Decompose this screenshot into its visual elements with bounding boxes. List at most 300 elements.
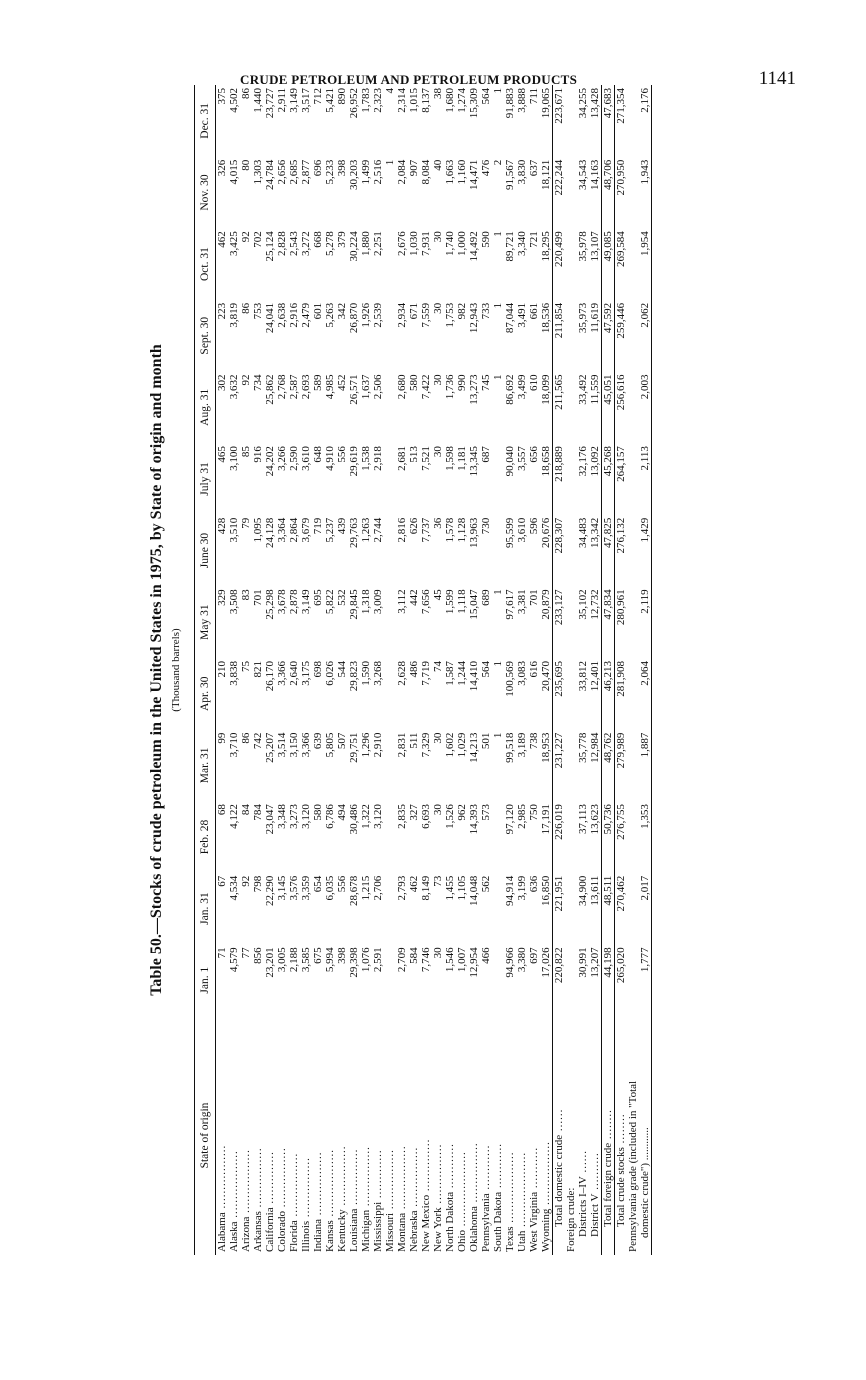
table-cell: 85 (240, 446, 252, 458)
table-cell: 3,838 (228, 660, 240, 686)
row-label: Colorado ................ (276, 1147, 288, 1252)
table-cell: 7,329 (420, 732, 432, 758)
table-row (300, 85, 312, 1255)
table-cell: 30 (432, 374, 444, 386)
table-cell: 46,213 (602, 658, 615, 730)
table-cell: 439 (336, 517, 348, 535)
table-cell: 34,255 (577, 88, 589, 119)
table-cell: 2,877 (300, 159, 312, 185)
table-cell: 507 (336, 732, 348, 750)
table-cell (384, 873, 396, 945)
table-cell: 556 (336, 875, 348, 893)
table-cell: 7,422 (420, 374, 432, 400)
table-cell: 4,015 (228, 159, 240, 185)
table-row (264, 85, 276, 1255)
table-cell: 86 (240, 88, 252, 99)
table-cell: 256,616 (615, 372, 628, 444)
table-cell: 3,491 (516, 302, 528, 328)
table-cell: 2,916 (288, 302, 300, 328)
table-cell: 13,611 (589, 875, 601, 906)
table-cell: 1,740 (444, 231, 456, 257)
table-cell: 2,539 (372, 302, 384, 328)
table-cell: 3,348 (276, 804, 288, 829)
foreign-header-row (565, 85, 577, 1255)
table-cell: 626 (408, 517, 420, 535)
table-cell: 5,263 (324, 302, 336, 328)
table-cell: 1,526 (444, 804, 456, 829)
table-cell (384, 586, 396, 658)
table-cell: 30,486 (348, 804, 360, 835)
table-cell: 7,931 (420, 231, 432, 257)
table-cell: 7,746 (420, 947, 432, 973)
table-cell: 1,160 (456, 159, 468, 185)
table-cell: 1,181 (456, 446, 468, 471)
table-cell: 2,176 (627, 85, 652, 157)
table-cell: 4 (384, 88, 396, 94)
table-row (228, 85, 240, 1255)
table-cell (384, 730, 396, 802)
column-header-month: Aug. 31 (195, 372, 216, 444)
table-cell: 1,029 (456, 732, 468, 758)
row-label: Montana ................. (396, 1145, 408, 1252)
table-cell: 562 (480, 875, 492, 893)
table-cell: 2,828 (276, 231, 288, 257)
table-cell: 265,020 (615, 944, 628, 1016)
table-cell: 12,943 (468, 302, 480, 334)
table-cell: 223,671 (553, 85, 566, 157)
table-row (216, 85, 229, 1255)
table-cell: 92 (240, 374, 252, 386)
table-cell: 13,092 (589, 446, 601, 477)
table-cell: 656 (528, 446, 540, 463)
table-cell: 661 (528, 302, 540, 320)
table-cell: 24,202 (264, 446, 276, 477)
row-label: Pennsylvania grade (included in "Total domestic crude") ............ (627, 1016, 652, 1255)
table-cell (492, 944, 504, 1016)
table-cell: 342 (336, 302, 348, 320)
total-crude-row (615, 85, 628, 1255)
table-cell: 1,753 (444, 302, 456, 328)
table-cell: 982 (456, 302, 468, 320)
table-cell: 3,710 (228, 732, 240, 758)
table-row (540, 85, 553, 1255)
table-cell: 1 (492, 374, 504, 381)
table-cell: 259,446 (615, 300, 628, 372)
table-cell: 231,227 (553, 730, 566, 802)
column-header-month: May 31 (195, 586, 216, 658)
running-head: CRUDE PETROLEUM AND PETROLEUM PRODUCTS (240, 72, 578, 87)
table-cell: 2,685 (288, 159, 300, 185)
table-cell: 675 (312, 947, 324, 964)
table-cell: 3,272 (300, 231, 312, 257)
table-row (408, 85, 420, 1255)
row-label: Pennsylvania ............ (480, 1144, 492, 1252)
table-cell: 26,170 (264, 660, 276, 692)
table-cell: 596 (528, 517, 540, 535)
table-cell: 2,709 (396, 947, 408, 973)
table-cell: 1,095 (252, 517, 264, 543)
row-label: Districts I–IV ...... (577, 1149, 589, 1237)
table-cell: 89,721 (504, 231, 516, 262)
table-cell: 442 (408, 589, 420, 606)
table-cell: 47,825 (602, 515, 615, 587)
table-cell: 654 (312, 875, 324, 893)
table-cell: 2,918 (372, 446, 384, 471)
row-label: South Dakota ............ (492, 1143, 504, 1252)
row-label: Alaska .................. (228, 1150, 240, 1252)
row-label: New Mexico .............. (420, 1138, 432, 1252)
table-cell: 1,637 (360, 374, 372, 400)
table-cell: 92 (240, 875, 252, 887)
table-cell: 738 (528, 732, 540, 750)
column-header-month: Oct. 31 (195, 228, 216, 300)
row-label: District V .......... (589, 1152, 601, 1237)
table-row (324, 85, 336, 1255)
table-cell: 30 (432, 231, 444, 243)
table-cell: 2,744 (372, 517, 384, 543)
table-cell: 1 (492, 231, 504, 237)
table-cell: 2,062 (627, 300, 652, 372)
table-cell: 494 (336, 804, 348, 821)
table-cell: 45,268 (602, 443, 615, 515)
table-cell (492, 873, 504, 945)
table-cell: 222,244 (553, 157, 566, 229)
table-row (360, 85, 372, 1255)
table-cell: 1,783 (360, 88, 372, 113)
table-cell: 2,816 (396, 517, 408, 543)
table-cell: 2,793 (396, 875, 408, 901)
table-cell: 668 (312, 231, 324, 248)
row-label: Oklahoma ................ (468, 1142, 480, 1252)
table-subtitle: (Thousand barrels) (170, 628, 182, 712)
table-cell: 23,201 (264, 947, 276, 978)
table-cell: 1,880 (360, 231, 372, 257)
table-cell: 3,514 (276, 732, 288, 758)
table-cell: 2,479 (300, 302, 312, 328)
table-cell: 18,295 (540, 231, 552, 262)
table-cell: 590 (480, 231, 492, 248)
table-cell: 29,823 (348, 660, 360, 692)
table-cell: 221,951 (553, 873, 566, 945)
table-cell: 3,679 (300, 517, 312, 543)
table-cell: 23,727 (264, 88, 276, 119)
table-cell: 648 (312, 446, 324, 463)
table-cell (384, 944, 396, 1016)
table-cell (384, 300, 396, 372)
table-cell: 639 (312, 732, 324, 750)
table-cell: 398 (336, 947, 348, 964)
table-cell: 580 (408, 374, 420, 392)
table-cell: 92 (240, 231, 252, 243)
table-cell: 20,676 (540, 517, 552, 548)
table-cell: 13,207 (589, 947, 601, 978)
table-cell: 962 (456, 804, 468, 821)
table-cell: 8,084 (420, 159, 432, 185)
table-cell: 701 (252, 589, 264, 606)
table-cell: 12,401 (589, 660, 601, 692)
table-cell: 276,755 (615, 801, 628, 873)
table-cell: 29,398 (348, 947, 360, 978)
table-cell: 44,198 (602, 944, 615, 1016)
table-cell: 95,599 (504, 517, 516, 548)
table-cell: 48,511 (602, 873, 615, 945)
table-cell: 462 (216, 231, 228, 248)
table-cell: 5,822 (324, 589, 336, 615)
table-row (276, 85, 288, 1255)
table-title: Table 50.—Stocks of crude petroleum in the United States in 1975, by State of origin and month (148, 344, 165, 996)
column-header-month: Jan. 1 (195, 944, 216, 1016)
table-cell: 14,492 (468, 231, 480, 262)
table-cell: 1,440 (252, 88, 264, 113)
table-cell: 3,268 (372, 660, 384, 686)
table-cell: 28,678 (348, 875, 360, 907)
table-cell: 1,538 (360, 446, 372, 471)
table-row (528, 85, 540, 1255)
row-label: Kentucky ................ (336, 1145, 348, 1252)
table-cell: 428 (216, 517, 228, 535)
column-header-month: Sept. 30 (195, 300, 216, 372)
table-cell (384, 443, 396, 515)
table-cell: 465 (216, 446, 228, 463)
table-row (468, 85, 480, 1255)
table-cell: 80 (240, 159, 252, 171)
table-cell: 6,693 (420, 804, 432, 829)
table-cell: 580 (312, 804, 324, 821)
table-cell: 30 (432, 804, 444, 816)
table-cell: 3,557 (516, 446, 528, 471)
table-cell: 18,121 (540, 159, 552, 190)
table-cell: 2,835 (396, 804, 408, 829)
table-cell: 2,985 (516, 804, 528, 829)
table-cell: 5,237 (324, 517, 336, 543)
table-cell: 327 (408, 804, 420, 821)
table-cell: 564 (480, 88, 492, 105)
table-cell: 753 (252, 302, 264, 320)
table-cell: 5,421 (324, 88, 336, 113)
table-cell: 697 (528, 947, 540, 964)
table-cell: 712 (312, 88, 324, 105)
table-row (312, 85, 324, 1255)
table-cell: 94,966 (504, 947, 516, 978)
table-cell: 77 (240, 947, 252, 959)
table-cell: 2,768 (276, 374, 288, 400)
table-cell: 270,462 (615, 873, 628, 945)
table-cell: 30 (432, 446, 444, 458)
table-cell: 47,834 (602, 586, 615, 658)
row-label: Total crude stocks ........ (615, 1016, 628, 1255)
table-cell: 730 (480, 517, 492, 535)
table-cell: 2,911 (276, 88, 288, 113)
table-cell: 1,455 (444, 875, 456, 901)
table-cell: 25,298 (264, 589, 276, 620)
row-label: Utah .................... (516, 1151, 528, 1252)
table-cell (492, 515, 504, 587)
table-cell: 75 (240, 660, 252, 672)
table-cell: 26,952 (348, 88, 360, 119)
table-cell: 3,112 (396, 589, 408, 614)
table-row (492, 85, 504, 1255)
table-cell: 698 (312, 660, 324, 678)
table-row (288, 85, 300, 1255)
table-cell: 233,127 (553, 586, 566, 658)
table-row (480, 85, 492, 1255)
table-cell: 1,926 (360, 302, 372, 328)
table-cell: 12,732 (589, 589, 601, 620)
table-cell: 35,978 (577, 231, 589, 262)
table-cell: 36 (432, 517, 444, 529)
table-cell: 97,617 (504, 589, 516, 620)
table-cell: 326 (216, 159, 228, 177)
table-cell: 24,784 (264, 159, 276, 190)
table-row (444, 85, 456, 1255)
row-label: North Dakota ............ (444, 1143, 456, 1252)
table-cell: 37,113 (577, 804, 589, 835)
table-cell: 2,323 (372, 88, 384, 113)
table-cell: 1,318 (360, 589, 372, 615)
table-cell: 67 (216, 875, 228, 887)
table-cell: 3,508 (228, 589, 240, 615)
table-cell: 25,862 (264, 374, 276, 405)
table-cell: 100,569 (504, 660, 516, 697)
table-cell: 3,830 (516, 159, 528, 185)
table-cell: 3,819 (228, 302, 240, 328)
table-cell: 3,610 (516, 517, 528, 543)
row-label: Indiana ................. (312, 1151, 324, 1252)
table-cell: 18,658 (540, 446, 552, 477)
table-cell: 3,576 (288, 875, 300, 901)
table-cell: 18,953 (540, 732, 552, 763)
row-label: Arizona ................. (240, 1149, 252, 1252)
table-cell: 281,908 (615, 658, 628, 730)
row-label: Michigan ................ (360, 1146, 372, 1252)
table-cell: 47,683 (602, 85, 615, 157)
table-cell: 35,778 (577, 732, 589, 763)
table-cell: 24,128 (264, 517, 276, 548)
table-cell: 556 (336, 446, 348, 463)
row-label: Kansas .................. (324, 1148, 336, 1252)
table-row (420, 85, 432, 1255)
row-label: California .............. (264, 1151, 276, 1252)
table-cell: 2,681 (396, 446, 408, 471)
table-cell (492, 443, 504, 515)
table-cell: 211,854 (553, 300, 566, 372)
table-cell: 4,122 (228, 804, 240, 829)
table-cell (384, 801, 396, 873)
table-cell: 11,619 (589, 302, 601, 333)
table-cell: 3,340 (516, 231, 528, 257)
table-cell: 7,719 (420, 660, 432, 686)
rotated-table-block (148, 85, 748, 1255)
table-cell: 1 (492, 302, 504, 309)
table-cell: 3,189 (516, 732, 528, 758)
table-cell: 3,510 (228, 517, 240, 543)
row-label: Ohio .................... (456, 1151, 468, 1252)
table-cell: 7,521 (420, 446, 432, 471)
table-cell: 8,149 (420, 875, 432, 901)
table-cell: 2,676 (396, 231, 408, 257)
table-row (252, 85, 264, 1255)
table-cell: 29,845 (348, 589, 360, 620)
table-cell: 3,120 (300, 804, 312, 829)
table-cell: 379 (336, 231, 348, 248)
column-header-month: Nov. 30 (195, 157, 216, 229)
pennsylvania-grade-row (627, 85, 652, 1255)
table-cell: 18,099 (540, 374, 552, 405)
table-cell: 2,251 (372, 231, 384, 257)
table-cell: 589 (312, 374, 324, 392)
table-cell: 2,017 (627, 873, 652, 945)
table-cell: 11,559 (589, 374, 601, 405)
table-cell: 3,632 (228, 374, 240, 400)
table-cell: 1,244 (456, 660, 468, 686)
table-cell: 74 (432, 660, 444, 672)
table-cell: 17,026 (540, 947, 552, 978)
row-label: Mississippi ............. (372, 1149, 384, 1252)
table-cell: 34,543 (577, 159, 589, 190)
table-cell: 584 (408, 947, 420, 964)
table-cell: 511 (408, 732, 420, 749)
table-cell: 375 (216, 88, 228, 105)
table-cell: 2,706 (372, 875, 384, 901)
row-label: West Virginia ........... (528, 1146, 540, 1252)
row-label: Illinois ................ (300, 1157, 312, 1252)
table-cell: 45,051 (602, 372, 615, 444)
table-cell: 91,567 (504, 159, 516, 190)
table-cell: 3,083 (516, 660, 528, 686)
table-cell: 462 (408, 875, 420, 893)
table-row (456, 85, 468, 1255)
table-cell: 2,638 (276, 302, 288, 328)
row-label: Florida ................. (288, 1152, 300, 1252)
table-cell: 1,736 (444, 374, 456, 400)
table-cell: 734 (252, 374, 264, 392)
table-cell: 17,191 (540, 804, 552, 835)
table-cell: 616 (528, 660, 540, 678)
table-cell: 99,518 (504, 732, 516, 763)
table-cell: 1,663 (444, 159, 456, 185)
table-cell: 2,516 (372, 159, 384, 185)
table-cell: 270,950 (615, 157, 628, 229)
page-number: 1141 (758, 68, 796, 89)
table-cell: 48,762 (602, 730, 615, 802)
table-cell: 34,900 (577, 875, 589, 907)
table-cell: 1,118 (456, 589, 468, 614)
table-cell: 19,065 (540, 88, 552, 119)
table-cell: 501 (480, 732, 492, 750)
table-cell: 87,044 (504, 302, 516, 334)
table-cell: 2 (492, 159, 504, 166)
table-cell: 2,064 (627, 658, 652, 730)
table-cell: 13,273 (468, 374, 480, 405)
table-cell: 564 (480, 660, 492, 678)
table-cell (384, 372, 396, 444)
table-cell: 701 (528, 589, 540, 606)
table-cell: 1 (492, 88, 504, 94)
table-cell: 45 (432, 589, 444, 601)
row-label: Total domestic crude ...... (553, 1016, 566, 1255)
table-cell: 784 (252, 804, 264, 821)
table-cell: 3,120 (372, 804, 384, 829)
table-cell: 916 (252, 446, 264, 463)
table-cell: 48,706 (602, 157, 615, 229)
table-cell: 33,492 (577, 374, 589, 405)
table-cell: 30 (432, 302, 444, 314)
table-cell: 2,084 (396, 159, 408, 185)
table-cell: 3,381 (516, 589, 528, 615)
table-row (372, 85, 384, 1255)
table-cell: 264,157 (615, 443, 628, 515)
table-cell: 1 (492, 732, 504, 739)
